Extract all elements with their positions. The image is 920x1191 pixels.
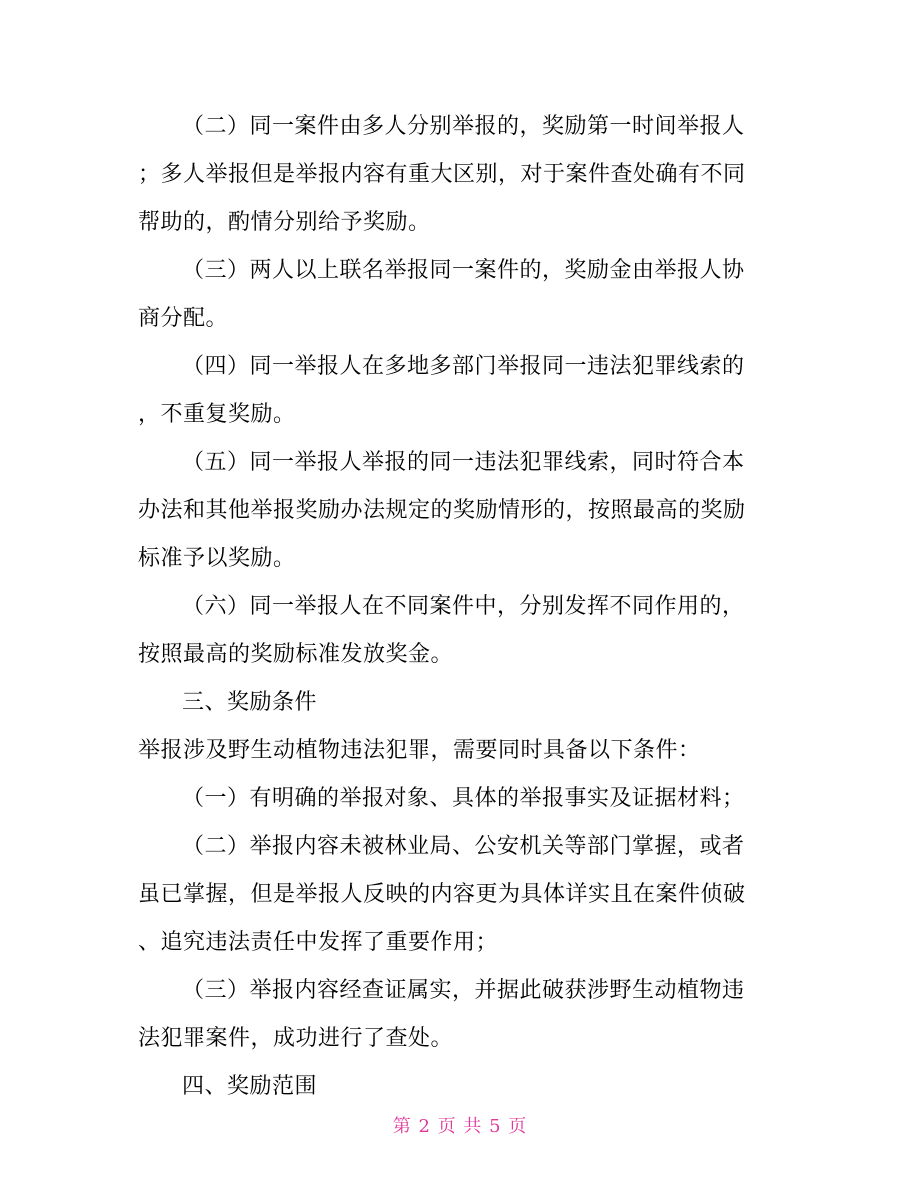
paragraph-line: 按照最高的奖励标准发放奖金。	[138, 642, 454, 667]
document-body	[138, 103, 798, 1111]
paragraph-line: 帮助的，酌情分别给予奖励。	[138, 210, 431, 235]
paragraph-line: （三）举报内容经查证属实，并据此破获涉野生动植物违	[182, 978, 745, 1003]
paragraph-line: 法犯罪案件，成功进行了查处。	[138, 1026, 454, 1051]
page-number-footer: 第 2 页 共 5 页	[392, 1116, 528, 1137]
paragraph-line: 商分配。	[138, 306, 229, 331]
paragraph-line: （二）举报内容未被林业局、公安机关等部门掌握，或者	[182, 834, 745, 859]
paragraph-line: （四）同一举报人在多地多部门举报同一违法犯罪线索的	[182, 354, 745, 379]
paragraph-line: （六）同一举报人在不同案件中，分别发挥不同作用的，	[182, 594, 745, 619]
paragraph-line: （三）两人以上联名举报同一案件的，奖励金由举报人协	[182, 258, 745, 283]
paragraph-line: （二）同一案件由多人分别举报的，奖励第一时间举报人	[182, 114, 745, 139]
paragraph-line: 虽已掌握，但是举报人反映的内容更为具体详实且在案件侦破	[138, 882, 746, 907]
paragraph-line: （一）有明确的举报对象、具体的举报事实及证据材料；	[182, 786, 745, 811]
paragraph-line: 举报涉及野生动植物违法犯罪，需要同时具备以下条件：	[138, 738, 701, 763]
paragraph-line: ，不重复奖励。	[138, 402, 296, 427]
paragraph-line: （五）同一举报人举报的同一违法犯罪线索，同时符合本	[182, 450, 745, 475]
section-heading: 四、奖励范围	[182, 1074, 318, 1099]
paragraph-line: 、追究违法责任中发挥了重要作用；	[138, 930, 499, 955]
paragraph-line: 标准予以奖励。	[138, 546, 296, 571]
paragraph-line: ；多人举报但是举报内容有重大区别，对于案件查处确有不同	[138, 162, 746, 187]
paragraph-line: 办法和其他举报奖励办法规定的奖励情形的，按照最高的奖励	[138, 498, 746, 523]
section-heading: 三、奖励条件	[182, 690, 318, 715]
